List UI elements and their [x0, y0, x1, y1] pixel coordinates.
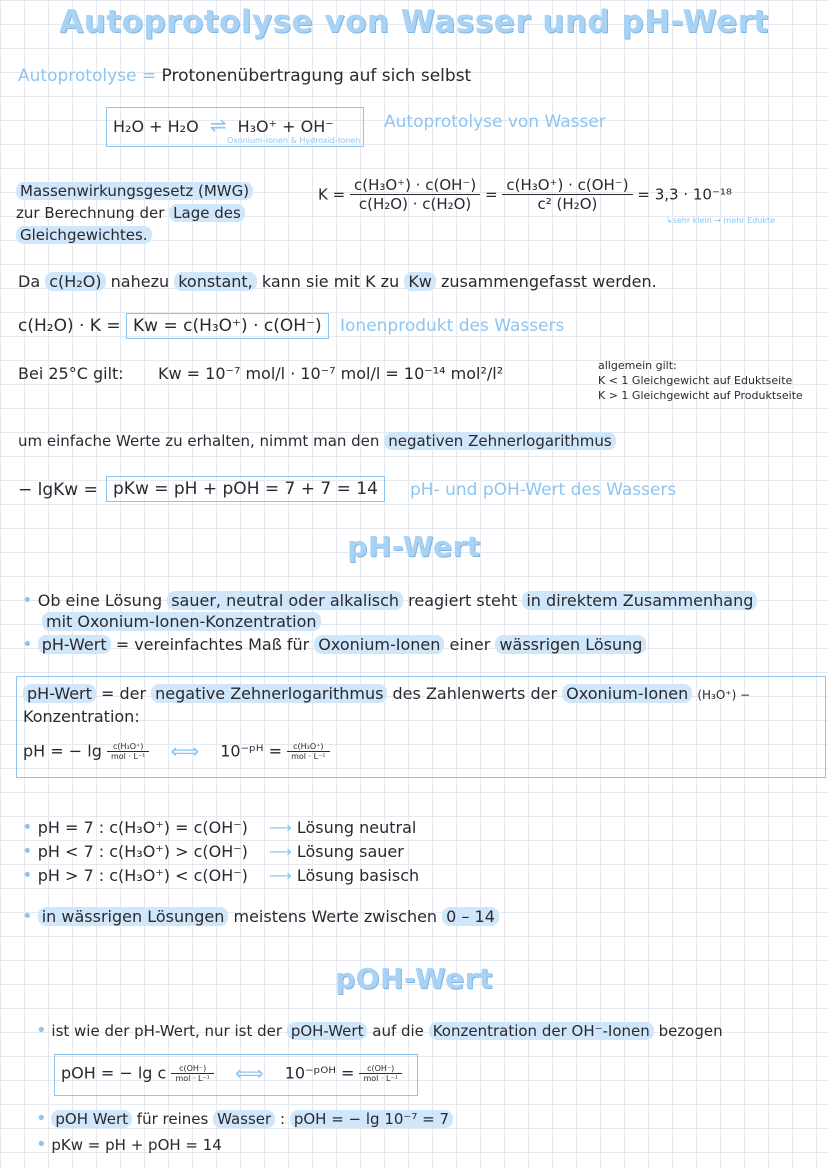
- ph-def-b: = der: [100, 684, 147, 703]
- right-arrow-icon: ⟶: [268, 866, 292, 885]
- ph-b1c: reagiert steht: [408, 591, 518, 610]
- poh-formula-box: [54, 1054, 418, 1096]
- poh-b1a: ist wie der pH-Wert, nur ist der: [51, 1022, 283, 1040]
- right-arrow-icon: ⟶: [268, 842, 292, 861]
- poh-formula-right: 10⁻ᵖᴼᴴ =: [284, 1063, 355, 1083]
- mwg-equals: =: [484, 185, 498, 204]
- poh-b1c: auf die: [372, 1022, 424, 1040]
- general-rule-title: allgemein gilt:: [598, 359, 677, 372]
- ph-case-condition: pH > 7 : c(H₃O⁺) < c(OH⁻): [37, 866, 248, 885]
- log-sentence-b: negativen Zehnerlogarithmus: [384, 432, 616, 450]
- ph-b2e: wässrigen Lösung: [495, 635, 646, 654]
- kw-sentence-g: zusammengefasst werden.: [440, 272, 657, 291]
- ph-case-row: [22, 864, 419, 888]
- kw-sentence-f: Kw: [404, 272, 436, 291]
- equivalence-arrow-icon: ⟺: [234, 1061, 264, 1085]
- ph-frac-num: c(H₃O⁺): [107, 742, 149, 752]
- poh-b2e: pOH = − lg 10⁻⁷ = 7: [290, 1110, 453, 1128]
- mwg-line3: Gleichgewichtes.: [16, 226, 152, 244]
- ph-def-d: des Zahlenwerts der: [392, 684, 558, 703]
- ph-frac2-den: mol · L⁻¹: [291, 751, 326, 761]
- poh-b2c: Wasser: [213, 1110, 275, 1128]
- ph-heading: pH-Wert: [347, 530, 481, 563]
- kw-formula-box: Kw = c(H₃O⁺) · c(OH⁻): [126, 313, 329, 339]
- bullet-icon: •: [36, 1108, 47, 1129]
- mwg-fraction-1: [350, 176, 480, 213]
- bullet-icon: •: [22, 817, 33, 838]
- ph-b1b: sauer, neutral oder alkalisch: [167, 591, 403, 610]
- mwg-formula: [318, 176, 732, 213]
- poh-formula-left: pOH = − lg c: [61, 1063, 167, 1083]
- kw-sentence-c: nahezu: [110, 272, 170, 291]
- kw-sentence-a: Da: [18, 272, 41, 291]
- ph-frac2-num: c(H₃O⁺): [287, 742, 329, 752]
- mwg-line2a: zur Berechnung der: [16, 204, 165, 222]
- ph-case-row: [22, 816, 419, 840]
- equivalence-arrow-icon: ⟺: [170, 739, 200, 763]
- poh-frac-den: mol · L⁻¹: [175, 1073, 210, 1083]
- kw-formula-left: c(H₂O) · K =: [18, 316, 121, 336]
- equilibrium-arrow-icon: ⇌: [209, 113, 227, 137]
- pkw-box: pKw = pH + pOH = 7 + 7 = 14: [106, 476, 385, 502]
- autoprotolyse-definition-text: Protonenübertragung auf sich selbst: [161, 66, 472, 86]
- ph-def-f: (H₃O⁺) −: [697, 688, 751, 702]
- ph-formula-frac: [107, 742, 149, 761]
- equals-sign: =: [141, 66, 157, 86]
- poh-frac2-num: c(OH⁻): [359, 1064, 401, 1074]
- kw-sentence-d: konstant,: [174, 272, 257, 291]
- page-title: Autoprotolyse von Wasser und pH-Wert: [59, 4, 769, 40]
- ph-case-condition: pH = 7 : c(H₃O⁺) = c(OH⁻): [37, 818, 248, 837]
- log-sentence-a: um einfache Werte zu erhalten, nimmt man den: [18, 432, 380, 450]
- ph-def-c: negative Zehnerlogarithmus: [151, 684, 387, 703]
- ph-bullet-1: [22, 590, 757, 632]
- ph-range: [22, 906, 499, 927]
- mwg-term: Massenwirkungsgesetz (MWG): [16, 182, 253, 200]
- ph-formula-left: pH = − lg: [23, 741, 102, 761]
- right-arrow-icon: ⟶: [268, 818, 292, 837]
- bullet-icon: •: [22, 634, 33, 655]
- ph-b2d: einer: [449, 635, 491, 654]
- poh-heading: pOH-Wert: [335, 962, 493, 995]
- bullet-icon: •: [22, 841, 33, 862]
- pkw-label: pH- und pOH-Wert des Wassers: [410, 480, 677, 500]
- log-sentence: [18, 432, 616, 450]
- ph-range-c: 0 – 14: [442, 907, 499, 926]
- bullet-icon: •: [22, 906, 33, 927]
- poh-b2a: pOH Wert: [51, 1110, 132, 1128]
- ph-def-e: Oxonium-Ionen: [562, 684, 692, 703]
- ph-cases: [22, 816, 419, 888]
- kw-sentence-e: kann sie mit K zu: [261, 272, 400, 291]
- ph-bullet-2: [22, 634, 646, 655]
- ph-case-condition: pH < 7 : c(H₃O⁺) > c(OH⁻): [37, 842, 248, 861]
- mwg-frac1-numerator: c(H₃O⁺) · c(OH⁻): [350, 176, 480, 195]
- poh-frac2-den: mol · L⁻¹: [363, 1073, 398, 1083]
- general-rule-gt: K > 1 Gleichgewicht auf Produktseite: [598, 389, 803, 402]
- ph-case-result: Lösung sauer: [296, 842, 404, 861]
- poh-bullet-2: [36, 1108, 453, 1129]
- ph-formula-right: 10⁻ᵖᴴ =: [220, 741, 282, 761]
- ph-formula-frac-2: [287, 742, 329, 761]
- mwg-result: = 3,3 · 10⁻¹⁸: [637, 185, 732, 204]
- reaction-box: [106, 107, 364, 147]
- reaction-label: Autoprotolyse von Wasser: [384, 112, 606, 132]
- mwg-frac2-denominator: c² (H₂O): [537, 195, 598, 213]
- at25-formula: Kw = 10⁻⁷ mol/l · 10⁻⁷ mol/l = 10⁻¹⁴ mol²/l²: [158, 364, 504, 383]
- poh-b2d: :: [279, 1110, 286, 1128]
- bullet-icon: •: [22, 865, 33, 886]
- poh-frac-num: c(OH⁻): [171, 1064, 213, 1074]
- reaction-note: Oxonium-Ionen & Hydroxid-Ionen: [227, 136, 361, 145]
- ph-range-b: meistens Werte zwischen: [233, 907, 438, 926]
- ph-b1a: Ob eine Lösung: [37, 591, 163, 610]
- mwg-fraction-2: [502, 176, 632, 213]
- ph-case-row: [22, 840, 419, 864]
- poh-bullet-3: [36, 1134, 222, 1155]
- autoprotolyse-definition: [18, 66, 471, 86]
- reaction-right: H₃O⁺ + OH⁻: [237, 117, 334, 136]
- bullet-icon: •: [36, 1134, 47, 1155]
- ph-case-result: Lösung neutral: [296, 818, 417, 837]
- kw-sentence-b: c(H₂O): [45, 272, 105, 291]
- ph-b2a: pH-Wert: [38, 635, 111, 654]
- bullet-icon: •: [22, 590, 33, 611]
- poh-b1d: Konzentration der OH⁻-Ionen: [429, 1022, 654, 1040]
- ph-case-result: Lösung basisch: [296, 866, 420, 885]
- kw-sentence: [18, 272, 657, 291]
- poh-b1e: bezogen: [658, 1022, 723, 1040]
- mwg-line2b: Lage des: [169, 204, 245, 222]
- reaction-left: H₂O + H₂O: [113, 117, 199, 136]
- ph-def-g: Konzentration:: [23, 707, 140, 726]
- ph-range-a: in wässrigen Lösungen: [38, 907, 229, 926]
- at25-label: Bei 25°C gilt:: [18, 364, 124, 383]
- general-rule: [598, 358, 803, 403]
- k-symbol: K =: [318, 185, 346, 204]
- ph-definition-box: [16, 676, 826, 778]
- general-rule-lt: K < 1 Gleichgewicht auf Eduktseite: [598, 374, 793, 387]
- autoprotolyse-term: Autoprotolyse: [18, 66, 137, 86]
- poh-b3: pKw = pH + pOH = 14: [51, 1136, 222, 1154]
- mwg-frac1-denominator: c(H₂O) · c(H₂O): [358, 195, 472, 213]
- ph-b1e: mit Oxonium-Ionen-Konzentration: [42, 612, 321, 631]
- ph-frac-den: mol · L⁻¹: [110, 751, 146, 761]
- poh-formula-frac: [171, 1064, 213, 1083]
- mwg-description: [16, 180, 253, 246]
- poh-bullet-1: [36, 1020, 723, 1041]
- mwg-frac2-numerator: c(H₃O⁺) · c(OH⁻): [502, 176, 632, 195]
- ph-b2b: = vereinfachtes Maß für: [115, 635, 310, 654]
- poh-formula-frac-2: [359, 1064, 401, 1083]
- poh-b2b: für reines: [136, 1110, 209, 1128]
- ph-b1d: in direktem Zusammenhang: [522, 591, 757, 610]
- bullet-icon: •: [36, 1020, 47, 1041]
- poh-b1b: pOH-Wert: [287, 1022, 368, 1040]
- mwg-note: ↳sehr klein → mehr Edukte: [666, 216, 776, 225]
- kw-formula-label: Ionenprodukt des Wassers: [340, 316, 565, 336]
- ph-def-a: pH-Wert: [23, 684, 96, 703]
- ph-b2c: Oxonium-Ionen: [314, 635, 444, 654]
- pkw-left: − lgKw =: [18, 480, 98, 500]
